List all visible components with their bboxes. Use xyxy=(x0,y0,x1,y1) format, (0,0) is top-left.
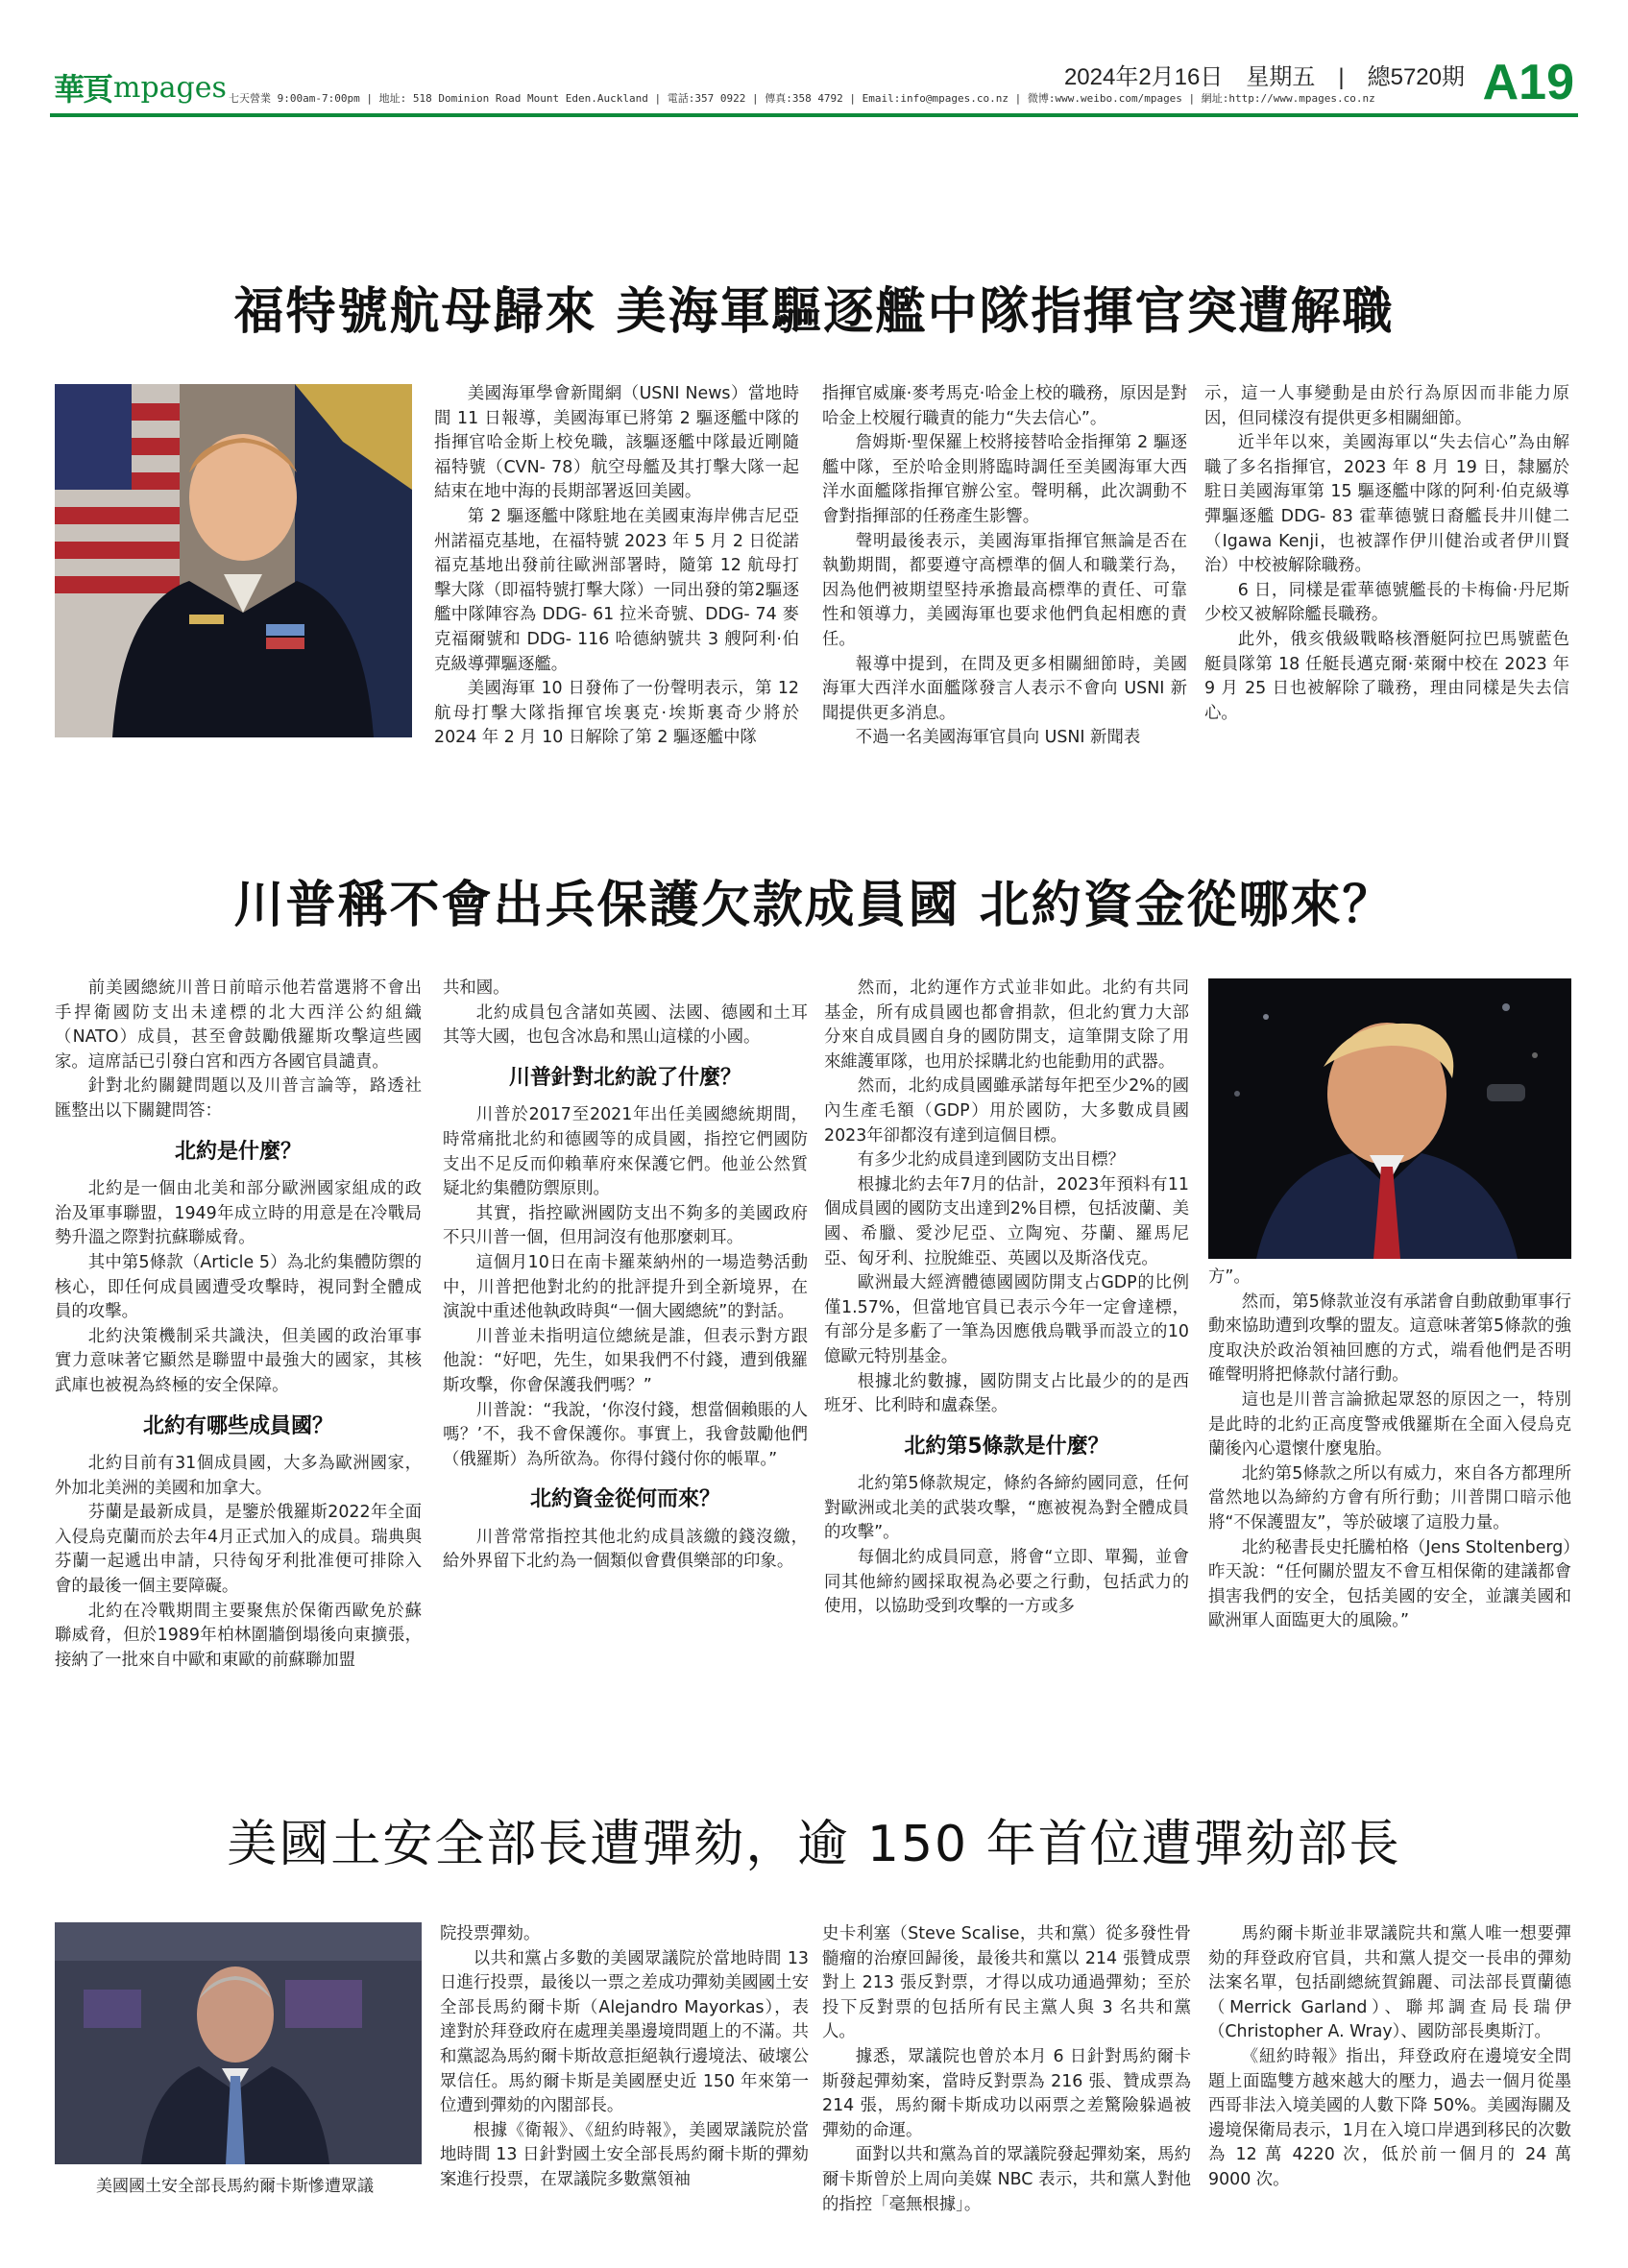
paragraph: 第 2 驅逐艦中隊駐地在美國東海岸佛吉尼亞州諾福克基地，在福特號 2023 年 5 月 2 日從諾福克基地出發前往歐洲部署時，隨第 12 航母打擊大隊（即福特號打擊大隊）一同出發的第2驅逐艦中隊陣容為 DDG- 61 拉米奇號、DDG- 74 麥克福爾號和 DDG- 116 哈德納號共 3 艘阿利·伯克級導彈驅逐艦。 xyxy=(434,506,799,674)
paragraph: 然而，北約成員國雖承諾每年把至少2%的國內生產毛額（GDP）用於國防，大多數成員國2023年卻都沒有達到這個目標。 xyxy=(824,1076,1189,1146)
paragraph: 北約第5條款之所以有威力，來自各方都理所當然地以為締約方會有所行動；川普開口暗示他將“不保護盟友”，等於破壞了這股力量。 xyxy=(1208,1463,1571,1532)
paragraph: 院投票彈劾。 xyxy=(440,1924,541,1943)
paragraph: 馬約爾卡斯並非眾議院共和黨人唯一想要彈劾的拜登政府官員，共和黨人提交一長串的彈劾法案名單，包括副總統賀錦麗、司法部長賈蘭德（Merrick Garland）、聯邦調查局長瑞伊（Christopher A. Wray）、國防部長奧斯汀。 xyxy=(1208,1924,1571,2042)
paragraph: 根據北約去年7月的估計，2023年預料有11個成員國的國防支出達到2%目標，包括波蘭、美國、希臘、愛沙尼亞、立陶宛、芬蘭、羅馬尼亞、匈牙利、拉脫維亞、英國以及斯洛伐克。 xyxy=(824,1174,1189,1268)
trump-photo xyxy=(1208,978,1571,1259)
paragraph: 北約秘書長史托騰柏格（Jens Stoltenberg）昨天說：“任何關於盟友不會互相保衛的建議都會損害我們的安全，包括美國的安全，並讓美國和歐洲軍人面臨更大的風險。” xyxy=(1208,1537,1571,1631)
paragraph: 芬蘭是最新成員，是鑒於俄羅斯2022年全面入侵烏克蘭而於去年4月正式加入的成員。瑞典與芬蘭一起遞出申請，只待匈牙利批准便可排除入會的最後一個主要障礙。 xyxy=(55,1503,422,1597)
photo-caption: 美國國土安全部長馬約爾卡斯慘遭眾議 xyxy=(96,2177,374,2196)
paragraph: 北約在冷戰期間主要聚焦於保衛西歐免於蘇聯威脅，但於1989年柏林圍牆倒塌後向東擴張，接納了一批來自中歐和東歐的前蘇聯加盟 xyxy=(55,1601,422,1670)
paragraph: 方”。 xyxy=(1208,1267,1251,1287)
paragraph: 北約成員包含諸如英國、法國、德國和土耳其等大國，也包含冰島和黑山這樣的小國。 xyxy=(443,1002,808,1048)
paragraph: 其實，指控歐洲國防支出不夠多的美國政府不只川普一個，但用詞沒有他那麼刺耳。 xyxy=(443,1203,808,1248)
paragraph: 史卡利塞（Steve Scalise，共和黨）從多發性骨髓瘤的治療回歸後，最後共和黨以 214 張贊成票對上 213 張反對票，才得以成功通過彈劾；至於投下反對票的包括所有民主黨人與 3 名共和黨人。 xyxy=(822,1924,1191,2042)
paragraph: 針對北約關鍵問題以及川普言論等，路透社匯整出以下關鍵問答： xyxy=(55,1076,422,1121)
article2-column-2 xyxy=(443,977,808,1575)
paragraph: 北約第5條款規定，條約各締約國同意，任何對歐洲或北美的武裝攻擊，“應被視為對全體成員的攻擊”。 xyxy=(824,1474,1189,1543)
header-divider xyxy=(50,113,1578,117)
article3-column-1 xyxy=(440,1922,809,2193)
logo-mark: 華頁 xyxy=(54,71,112,108)
paragraph: 不過一名美國海軍官員向 USNI 新聞表 xyxy=(855,728,1141,748)
article1-column-1 xyxy=(434,382,799,751)
paragraph: 有多少北約成員達到國防支出目標？ xyxy=(857,1150,1126,1170)
paragraph: 根據北約數據，國防開支占比最少的的是西班牙、比利時和盧森堡。 xyxy=(824,1371,1189,1416)
article2-column-1 xyxy=(55,977,422,1673)
masthead-logo xyxy=(54,65,227,109)
paragraph: 示，這一人事變動是由於行為原因而非能力原因，但同樣沒有提供更多相關細節。 xyxy=(1204,384,1569,428)
paragraph: 面對以共和黨為首的眾議院發起彈劾案，馬約爾卡斯曾於上周向美媒 NBC 表示，共和黨人對他的指控「毫無根據」。 xyxy=(822,2145,1191,2214)
paragraph: 川普常常指控其他北約成員該繳的錢沒繳，給外界留下北約為一個類似會費俱樂部的印象。 xyxy=(443,1527,808,1572)
paragraph: 共和國。 xyxy=(443,978,510,998)
paragraph: 其中第5條款（Article 5）為北約集體防禦的核心，即任何成員國遭受攻擊時，視同對全體成員的攻擊。 xyxy=(55,1252,422,1322)
paragraph: 歐洲最大經濟體德國國防開支占GDP的比例僅1.57%，但當地官員已表示今年一定會達標，有部分是多虧了一筆為因應俄烏戰爭而設立的10億歐元特別基金。 xyxy=(824,1273,1189,1366)
officer-photo xyxy=(55,384,412,737)
paragraph: 近半年以來，美國海軍以“失去信心”為由解職了多名指揮官，2023 年 8 月 19 日，隸屬於駐日美國海軍第 15 驅逐艦中隊的阿利·伯克級導彈驅逐艦 DDG- 83 霍華德號日裔艦長井川健二（Igawa Kenji，也被譯作伊川健治或者伊川賢治）中校被解除職務。 xyxy=(1204,433,1569,576)
article2-column-4 xyxy=(1208,1266,1571,1634)
paragraph: 川普並未指明這位總統是誰，但表示對方跟他說：“好吧，先生，如果我們不付錢，遭到俄羅斯攻擊，你會保護我們嗎？” xyxy=(443,1326,808,1395)
paragraph: 北約是一個由北美和部分歐洲國家組成的政治及軍事聯盟，1949年成立時的用意是在冷戰局勢升溫之際對抗蘇聯威脅。 xyxy=(55,1179,422,1248)
article3-headline: 美國土安全部長遭彈劾，逾 150 年首位遭彈劾部長 xyxy=(227,1816,1401,1873)
page-number: A19 xyxy=(1482,55,1574,110)
paragraph: 北約決策機制采共識決，但美國的政治軍事實力意味著它顯然是聯盟中最強大的國家，其核武庫也被視為終極的安全保障。 xyxy=(55,1326,422,1395)
article2-headline: 川普稱不會出兵保護欠款成員國 北約資金從哪來？ xyxy=(233,877,1395,934)
paragraph: 每個北約成員同意，將會“立即、單獨，並會同其他締約國採取視為必要之行動，包括武力的使用，以協助受到攻擊的一方或多 xyxy=(824,1548,1189,1617)
paragraph: 然而，北約運作方式並非如此。北約有共同基金，所有成員國也都會捐款，但北約實力大部分來自成員國自身的國防開支，這筆開支除了用來維護軍隊，也用於採購北約也能動用的武器。 xyxy=(824,978,1189,1072)
subheading: 北約第5條款是什麼？ xyxy=(904,1434,1109,1459)
article3-column-2 xyxy=(822,1922,1191,2217)
paragraph: 這也是川普言論掀起眾怒的原因之一，特別是此時的北約正高度警戒俄羅斯在全面入侵烏克蘭後內心還懷什麼鬼胎。 xyxy=(1208,1389,1571,1460)
subheading: 川普針對北約說了什麼？ xyxy=(508,1065,741,1090)
paragraph: 前美國總統川普日前暗示他若當選將不會出手捍衛國防支出未達標的北大西洋公約組織（NATO）成員，甚至會鼓勵俄羅斯攻擊這些國家。這席話已引發白宮和西方各國官員譴責。 xyxy=(55,978,422,1072)
paragraph: 美國海軍學會新聞網（USNI News）當地時間 11 日報導，美國海軍已將第 2 驅逐艦中隊的指揮官哈金斯上校免職，該驅逐艦中隊最近剛隨福特號（CVN- 78）航空母艦及其打擊大隊一起結束在地中海的長期部署返回美國。 xyxy=(434,384,799,502)
subheading: 北約有哪些成員國？ xyxy=(142,1413,333,1438)
article1-headline: 福特號航母歸來 美海軍驅逐艦中隊指揮官突遭解職 xyxy=(233,283,1395,341)
article3-column-3 xyxy=(1208,1922,1571,2193)
subheading: 北約是什麼？ xyxy=(174,1139,302,1164)
paragraph: 根據《衛報》、《紐約時報》，美國眾議院於當地時間 13 日針對國土安全部長馬約爾卡斯的彈劾案進行投票，在眾議院多數黨領袖 xyxy=(440,2120,809,2189)
subheading: 北約資金從何而來？ xyxy=(529,1487,720,1512)
article1-column-3 xyxy=(1204,382,1569,726)
paragraph: 川普於2017至2021年出任美國總統期間，時常痛批北約和德國等的成員國，指控它們國防支出不足反而仰賴華府來保護它們。他並公然質疑北約集體防禦原則。 xyxy=(443,1105,808,1199)
paragraph: 美國海軍 10 日發佈了一份聲明表示，第 12 航母打擊大隊指揮官埃裏克·埃斯裏奇少將於 2024 年 2 月 10 日解除了第 2 驅逐艦中隊 xyxy=(434,679,799,748)
paragraph: 指揮官威廉·麥考馬克·哈金上校的職務，原因是對哈金上校履行職責的能力“失去信心”。 xyxy=(822,384,1187,428)
paragraph: 北約目前有31個成員國，大多為歐洲國家，外加北美洲的美國和加拿大。 xyxy=(55,1454,422,1498)
paragraph: 6 日，同樣是霍華德號艦長的卡梅倫·丹尼斯少校又被解除艦長職務。 xyxy=(1204,580,1569,625)
paragraph: 《紐約時報》指出，拜登政府在邊境安全問題上面臨雙方越來越大的壓力，過去一個月從墨西哥非法入境美國的人數下降 50%。美國海關及邊境保衛局表示，1月在入境口岸遇到移民的次數為 12 萬 4220 次，低於前一個月的 24 萬 9000 次。 xyxy=(1208,2046,1571,2189)
contact-info: 七天營業 9:00am-7:00pm | 地址: 518 Dominion Road Mount Eden.Auckland | 電話:357 0922 | 傳真:358 4792 | Email:info@mpages.co.nz | 微博:www.weibo.com/mpages | 網址:http://www.mpages.co.nz xyxy=(229,92,1375,105)
paragraph: 此外，俄亥俄級戰略核潛艇阿拉巴馬號藍色艇員隊第 18 任艇長邁克爾·萊爾中校在 2023 年 9 月 25 日也被解除了職務，理由同樣是失去信心。 xyxy=(1204,629,1569,723)
article2-column-3 xyxy=(824,977,1189,1620)
article1-column-2 xyxy=(822,382,1187,751)
paragraph: 據悉，眾議院也曾於本月 6 日針對馬約爾卡斯發起彈劾案，當時反對票為 216 張、贊成票為 214 張，馬約爾卡斯成功以兩票之差驚險躲過被彈劾的命運。 xyxy=(822,2046,1191,2140)
issue-date: 2024年2月16日 星期五 | 總5720期 xyxy=(1063,64,1465,90)
logo-text: mpages xyxy=(113,70,227,105)
paragraph: 川普說：“我說，‘你沒付錢，想當個賴賬的人嗎？’不，我不會保護你。事實上，我會鼓勵他們（俄羅斯）為所欲為。你得付錢付你的帳單。” xyxy=(443,1400,808,1469)
paragraph: 然而，第5條款並沒有承諾會自動啟動軍事行動來協助遭到攻擊的盟友。這意味著第5條款的強度取決於政治領袖回應的方式，端看他們是否明確聲明將把條款付諸行動。 xyxy=(1208,1291,1571,1386)
paragraph: 聲明最後表示，美國海軍指揮官無論是否在執勤期間，都要遵守高標準的個人和職業行為，因為他們被期望堅持承擔最高標準的責任、可靠性和領導力，美國海軍也要求他們負起相應的責任。 xyxy=(822,531,1187,649)
paragraph: 報導中提到，在問及更多相關細節時，美國海軍大西洋水面艦隊發言人表示不會向 USNI 新聞提供更多消息。 xyxy=(822,654,1187,723)
mayorkas-photo xyxy=(55,1922,422,2164)
paragraph: 詹姆斯·聖保羅上校將接替哈金指揮第 2 驅逐艦中隊，至於哈金則將臨時調任至美國海軍大西洋水面艦隊指揮官辦公室。聲明稱，此次調動不會對指揮部的任務產生影響。 xyxy=(822,433,1187,526)
page-header xyxy=(50,54,1578,113)
paragraph: 這個月10日在南卡羅萊納州的一場造勢活動中，川普把他對北約的批評提升到全新境界，在演說中重述他執政時與“一個大國總統”的對話。 xyxy=(443,1252,808,1322)
paragraph: 以共和黨占多數的美國眾議院於當地時間 13 日進行投票，最後以一票之差成功彈劾美國國土安全部長馬約爾卡斯（Alejandro Mayorkas），表達對於拜登政府在處理美墨邊境問題上的不滿。共和黨認為馬約爾卡斯故意拒絕執行邊境法、破壞公眾信任。馬約爾卡斯是美國歷史近 150 年來第一位遭到彈劾的內閣部長。 xyxy=(440,1948,809,2116)
